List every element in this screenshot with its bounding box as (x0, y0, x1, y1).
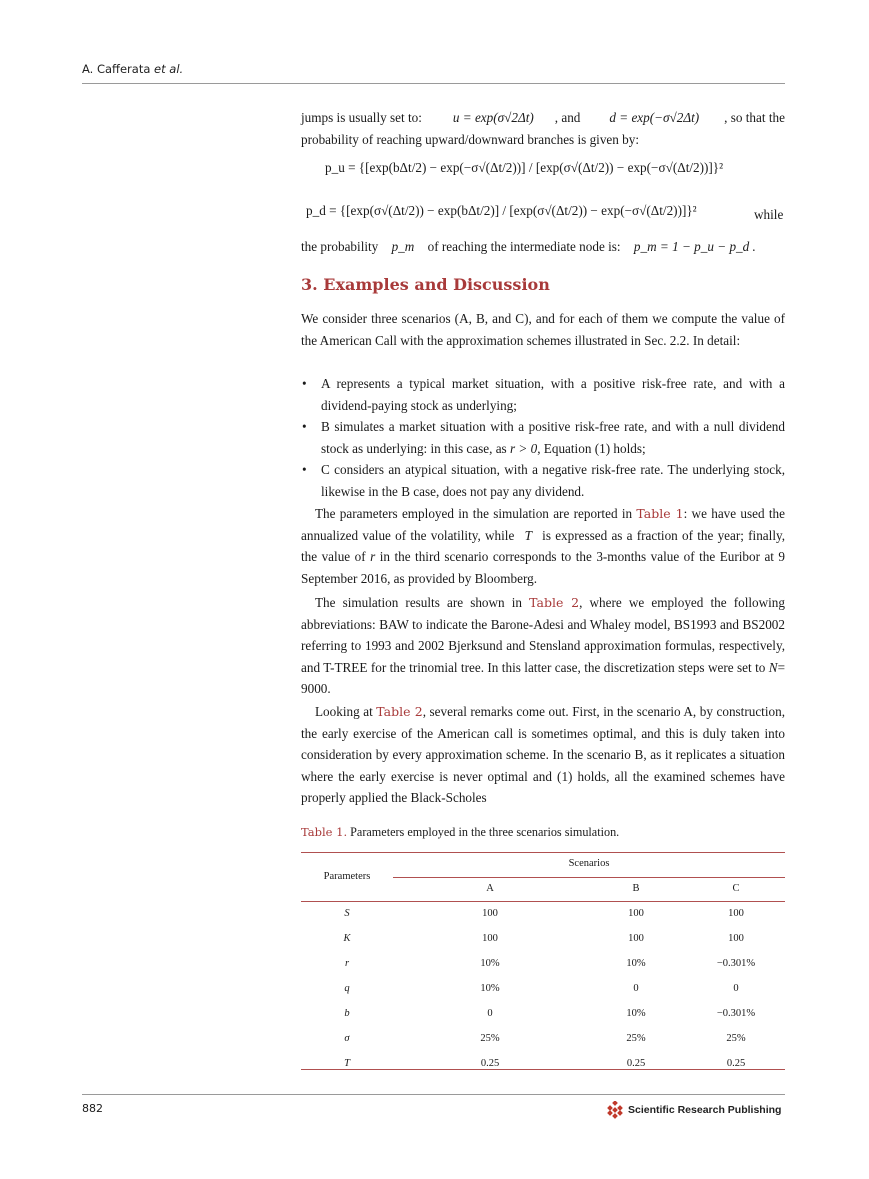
table-param-cell: K (343, 933, 351, 944)
scenarios-header: Scenarios (568, 858, 610, 869)
table-value-cell: 10% (480, 958, 500, 969)
col-header-c: C (732, 883, 740, 894)
param-header: Parameters (323, 871, 371, 882)
table-value-cell: 25% (626, 1033, 646, 1044)
table2-link-2[interactable]: Table 2 (376, 704, 423, 719)
table-param-cell: S (344, 908, 350, 919)
formula-pd: p_d = {[exp(σ√(Δt/2)) − exp(bΔt/2)] / [exp(σ√(Δt/2)) − exp(−σ√(Δt/2))]}² (306, 203, 697, 218)
paragraph-3: The simulation results are shown in Table 2, where we employed the following abbreviations: BAW to indicate the Barone-Adesi and Whaley model, BS1993 and BS2002 referring to 1993 and 2002 Bjerksund and Stensland approximation formulas, respectively, and T-TREE for the trinomial tree. In this latter case, the discretization steps were set to N= 9000. (301, 595, 786, 697)
table-value-cell: −0.301% (716, 1008, 756, 1019)
table-value-cell: −0.301% (716, 958, 756, 969)
table-value-cell: 10% (626, 1008, 646, 1019)
table-value-cell: 10% (626, 958, 646, 969)
u-equation: u = exp(σ√2Δt) (452, 110, 534, 125)
list-item: • C considers an atypical situation, with a negative risk-free rate. The underlying stock, likewise in the B case, does not pay any dividend. (302, 462, 785, 499)
table-value-cell: 0 (733, 983, 739, 994)
running-header-author: A. Cafferata et al. (82, 62, 184, 76)
table-value-cell: 0.25 (480, 1058, 500, 1069)
table1-link[interactable]: Table 1 (636, 506, 684, 521)
formula-pu: p_u = {[exp(bΔt/2) − exp(−σ√(Δt/2))] / [exp(σ√(Δt/2)) − exp(−σ√(Δt/2))]}² (325, 160, 724, 175)
table2-link[interactable]: Table 2 (529, 595, 580, 610)
table-param-cell: T (344, 1058, 350, 1069)
table-param-cell: r (344, 958, 350, 969)
table-value-cell: 100 (482, 908, 498, 919)
table-value-cell: 0.25 (626, 1058, 646, 1069)
col-header-b: B (632, 883, 640, 894)
table-value-cell: 25% (480, 1033, 500, 1044)
table-param-cell: σ (344, 1033, 350, 1044)
table-top-rule (301, 852, 785, 853)
header-rule (82, 83, 785, 84)
while-word: while (754, 207, 784, 222)
table-value-cell: 10% (480, 983, 500, 994)
publisher-icon (606, 1101, 624, 1119)
table-value-cell: 100 (628, 908, 644, 919)
table-value-cell: 0 (633, 983, 639, 994)
paragraph-2: The parameters employed in the simulation are reported in Table 1: we have used the annualized value of the volatility, while T is expressed as a fraction of the year; finally, the value of r in the third scenario corresponds to the 3-months value of the Euribor at 9 September 2016, as provided by Bloomberg. (301, 506, 786, 586)
page-number: 882 (82, 1102, 103, 1115)
d-equation: d = exp(−σ√2Δt) (609, 110, 700, 125)
table-bottom-rule (301, 1069, 785, 1070)
table-value-cell: 0.25 (726, 1058, 746, 1069)
scenario-list (301, 373, 785, 503)
table-value-cell: 0 (487, 1008, 493, 1019)
paragraph-4: Looking at Table 2, several remarks come out. First, in the scenario A, by construction, the early exercise of the American call is sometimes optimal, and this is duly taken into consideration by every approximation scheme. In the scenario B, as it replicates a situation where the early exercise is never optimal and (1) holds, all the examined schemes have properly applied the Black-Scholes (301, 704, 785, 806)
table-scenarios-rule (393, 877, 785, 878)
list-item: • A represents a typical market situation, with a positive risk-free rate, and with a dividend-paying stock as underlying; (302, 376, 785, 413)
list-item: • B simulates a market situation with a positive risk-free rate, and with a null dividend stock as underlying: in this case, as r > 0, Equation (1) holds; (302, 419, 785, 456)
intro-text: jumps is usually set to: u = exp(σ√2Δt) , and d = exp(−σ√2Δt) , so that the probability of reaching upward/downward branches is given by: (301, 107, 785, 150)
section-title: 3. Examples and Discussion (301, 275, 550, 294)
table-value-cell: 25% (726, 1033, 746, 1044)
paragraph-1: We consider three scenarios (A, B, and C), and for each of them we compute the value of the American Call with the approximation schemes illustrated in Sec. 2.2. In detail: (301, 311, 785, 348)
table-value-cell: 100 (728, 908, 744, 919)
table-value-cell: 100 (628, 933, 644, 944)
pm-line: the probability p_m of reaching the intermediate node is: p_m = 1 − p_u − p_d . (301, 239, 756, 254)
col-header-a: A (486, 883, 494, 894)
table-value-cell: 100 (482, 933, 498, 944)
table-value-cell: 100 (728, 933, 744, 944)
pm-equation: p_m = 1 − p_u − p_d . (633, 239, 756, 254)
publisher-logo: Scientific Research Publishing (606, 1101, 781, 1119)
table-param-cell: q (344, 983, 350, 994)
footer-rule (82, 1094, 785, 1095)
table-param-cell: b (344, 1008, 350, 1019)
table-caption: Table 1. Parameters employed in the three scenarios simulation. (301, 825, 620, 839)
table-header-rule (301, 901, 785, 902)
